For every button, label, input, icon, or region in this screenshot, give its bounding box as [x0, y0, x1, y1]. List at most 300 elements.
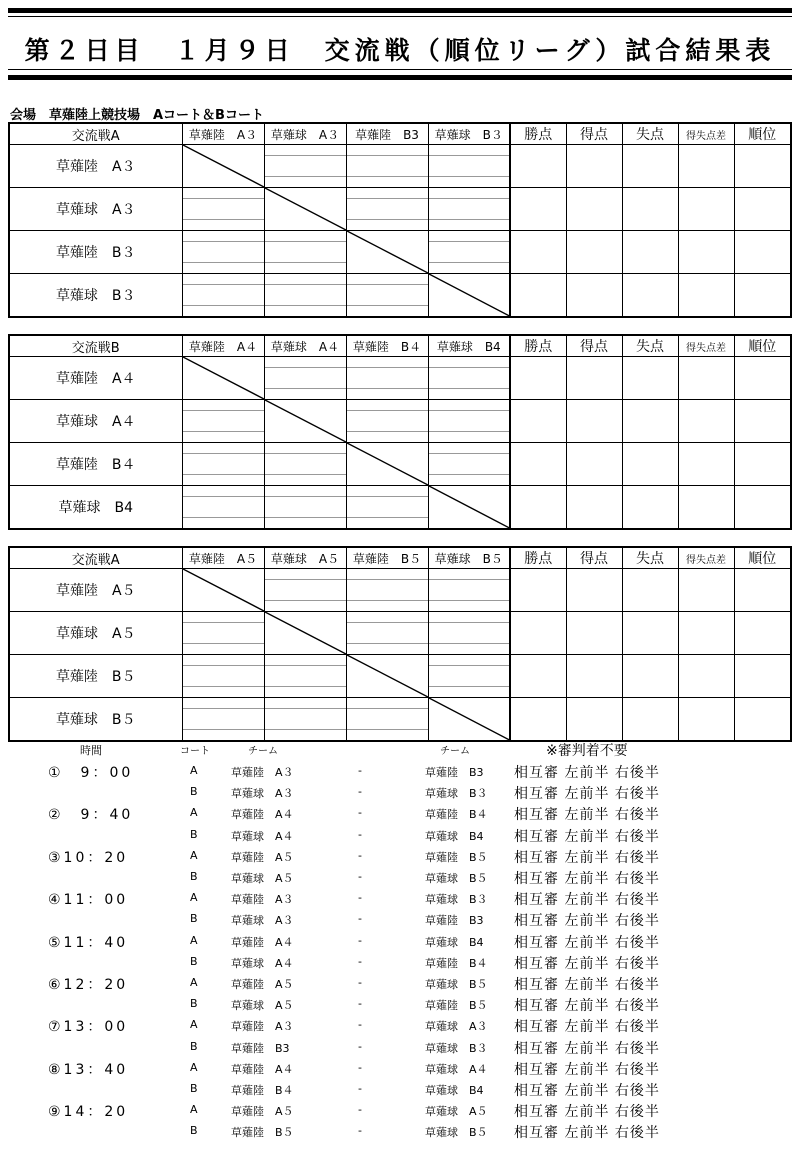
referee-note: 相互審 左前半 右後半 [514, 998, 660, 1015]
schedule-row [0, 826, 800, 847]
score-cell [182, 698, 264, 742]
diagonal-line [347, 231, 428, 273]
schedule-note: ※審判着不要 [546, 743, 628, 759]
score-cell [428, 443, 510, 486]
team-name: 草薙陸 A５ [9, 569, 182, 612]
referee-note: 相互審 左前半 右後半 [514, 828, 660, 845]
score-cell [346, 569, 428, 612]
diagonal-line [183, 145, 264, 187]
away-team: 草薙球 B4 [425, 935, 484, 949]
self-match-cell [182, 357, 264, 400]
court-label: B [190, 870, 198, 883]
stat-cell [678, 357, 734, 400]
stat-cell [678, 698, 734, 742]
court-label: B [190, 997, 198, 1011]
diagonal-line [429, 486, 510, 528]
referee-note: 相互審 左前半 右後半 [514, 934, 660, 951]
self-match-cell [428, 274, 510, 318]
score-cell [346, 274, 428, 318]
stat-cell [566, 486, 622, 530]
score-slots [429, 231, 510, 273]
versus-dash: - [358, 1018, 362, 1032]
versus-dash: - [358, 933, 362, 947]
opponent-column-header: 草薙球 B３ [428, 123, 510, 145]
score-slots [347, 145, 428, 187]
home-team: 草薙陸 A５ [231, 978, 294, 991]
versus-dash: - [358, 1103, 362, 1117]
versus-dash: - [358, 1082, 362, 1095]
referee-note: 相互審 左前半 右後半 [514, 955, 660, 972]
court-label: B [190, 1039, 198, 1053]
team-name: 草薙球 B4 [9, 486, 182, 530]
score-slots [265, 145, 346, 187]
stat-cell [566, 188, 622, 231]
score-slots [265, 274, 346, 316]
stat-cell [566, 400, 622, 443]
referee-note: 相互審 左前半 右後半 [514, 1125, 660, 1142]
court-label: A [190, 933, 198, 947]
score-slots [183, 443, 264, 485]
opponent-column-header: 草薙球 B５ [428, 547, 510, 569]
stat-header: 得失点差 [678, 123, 734, 145]
stat-header: 順位 [734, 547, 791, 569]
versus-dash: - [358, 1039, 362, 1053]
team-name: 草薙球 B３ [9, 274, 182, 318]
team-row [9, 400, 791, 443]
stat-cell [622, 569, 678, 612]
stat-cell [566, 612, 622, 655]
stat-cell [510, 612, 566, 655]
court-label: A [190, 1103, 198, 1117]
court-label: A [190, 764, 198, 777]
group-name: 交流戦B [9, 335, 182, 357]
score-slots [347, 274, 428, 316]
stat-header: 得点 [566, 123, 622, 145]
diagonal-line [265, 400, 346, 442]
match-time: ⑧13：40 [48, 1061, 129, 1078]
schedule-row [0, 889, 800, 910]
group-name: 交流戦A [9, 123, 182, 145]
match-time: ⑦13：00 [48, 1019, 129, 1036]
stat-header: 順位 [734, 123, 791, 145]
stat-header: 勝点 [510, 335, 566, 357]
team-name: 草薙陸 A３ [9, 145, 182, 188]
match-time: ① 9：00 [48, 765, 134, 781]
referee-note: 相互審 左前半 右後半 [514, 1040, 660, 1057]
diagonal-line [183, 357, 264, 399]
stat-cell [622, 698, 678, 742]
team-name: 草薙球 A５ [9, 612, 182, 655]
stat-cell [622, 145, 678, 188]
court-label: B [190, 785, 198, 799]
stat-header: 失点 [622, 123, 678, 145]
stat-cell [734, 400, 791, 443]
home-team: 草薙陸 A４ [231, 808, 294, 822]
home-team: 草薙球 A３ [231, 914, 294, 928]
team-row [9, 188, 791, 231]
score-slots [183, 188, 264, 230]
referee-note: 相互審 左前半 右後半 [514, 892, 660, 909]
team-name: 草薙球 A４ [9, 400, 182, 443]
stat-cell [510, 400, 566, 443]
away-team: 草薙球 A４ [425, 1062, 488, 1076]
home-team: 草薙陸 B3 [231, 1041, 290, 1055]
stat-header: 得失点差 [678, 547, 734, 569]
score-cell [346, 698, 428, 742]
stat-cell [734, 569, 791, 612]
referee-note: 相互審 左前半 右後半 [514, 1104, 660, 1121]
stat-header: 勝点 [510, 547, 566, 569]
stat-header: 順位 [734, 335, 791, 357]
stat-cell [566, 357, 622, 400]
team-name: 草薙陸 A４ [9, 357, 182, 400]
team-row [9, 145, 791, 188]
opponent-column-header: 草薙陸 B3 [346, 123, 428, 145]
stat-cell [510, 145, 566, 188]
team-row [9, 231, 791, 274]
title-rule-thick [8, 75, 792, 80]
score-cell [264, 145, 346, 188]
away-team: 草薙球 B３ [425, 1041, 488, 1055]
score-slots [183, 274, 264, 316]
score-cell [182, 486, 264, 530]
score-cell [264, 357, 346, 400]
court-label: A [190, 1018, 198, 1032]
score-cell [182, 400, 264, 443]
self-match-cell [428, 698, 510, 742]
schedule-header-time: 時間 [80, 744, 102, 757]
self-match-cell [264, 188, 346, 231]
score-cell [428, 231, 510, 274]
score-slots [347, 698, 428, 740]
opponent-column-header: 草薙陸 A３ [182, 123, 264, 145]
versus-dash: - [358, 997, 362, 1011]
score-cell [264, 274, 346, 318]
court-label: B [190, 827, 198, 841]
score-slots [347, 486, 428, 528]
home-team: 草薙陸 A３ [231, 893, 294, 907]
stat-cell [678, 569, 734, 612]
stat-cell [510, 274, 566, 318]
home-team: 草薙球 A５ [231, 872, 294, 885]
score-slots [183, 400, 264, 442]
score-cell [182, 655, 264, 698]
away-team: 草薙陸 B５ [425, 850, 488, 864]
score-slots [183, 231, 264, 273]
home-team: 草薙陸 A５ [231, 1105, 294, 1119]
versus-dash: - [358, 848, 362, 862]
match-time: ⑥12：20 [48, 977, 129, 993]
away-team: 草薙球 B５ [425, 1126, 488, 1140]
team-name: 草薙球 B５ [9, 698, 182, 742]
score-slots [347, 357, 428, 399]
match-time: ② 9：40 [48, 807, 134, 824]
score-slots [265, 486, 346, 528]
stat-cell [566, 698, 622, 742]
away-team: 草薙球 B4 [425, 829, 484, 843]
match-time: ③10：20 [48, 849, 129, 866]
league-table [8, 122, 792, 318]
schedule-header-court: コート [180, 746, 210, 757]
stat-cell [678, 486, 734, 530]
away-team: 草薙球 A３ [425, 1020, 488, 1034]
referee-note: 相互審 左前半 右後半 [514, 1083, 660, 1099]
score-cell [346, 486, 428, 530]
score-cell [182, 612, 264, 655]
match-time: ④11：00 [48, 892, 129, 909]
opponent-column-header: 草薙球 A３ [264, 123, 346, 145]
versus-dash: - [358, 764, 362, 777]
self-match-cell [182, 569, 264, 612]
score-cell [264, 655, 346, 698]
stat-header: 得点 [566, 335, 622, 357]
schedule-row [0, 910, 800, 931]
schedule-row [0, 1059, 800, 1080]
schedule-row [0, 868, 800, 889]
score-cell [428, 357, 510, 400]
schedule-row [0, 847, 800, 868]
court-label: B [190, 1082, 198, 1095]
away-team: 草薙陸 B４ [425, 808, 488, 822]
stat-cell [622, 188, 678, 231]
score-cell [428, 188, 510, 231]
title-rule-top [8, 16, 792, 17]
stat-cell [734, 145, 791, 188]
venue-label: 会場 草薙陸上競技場 Aコート＆Bコート [10, 108, 264, 123]
versus-dash: - [358, 827, 362, 841]
diagonal-line [429, 274, 510, 316]
score-slots [265, 357, 346, 399]
self-match-cell [428, 486, 510, 530]
opponent-column-header: 草薙陸 A４ [182, 335, 264, 357]
referee-note: 相互審 左前半 右後半 [514, 977, 660, 993]
team-row [9, 274, 791, 318]
stat-cell [734, 274, 791, 318]
stat-cell [678, 443, 734, 486]
referee-note: 相互審 左前半 右後半 [514, 1019, 660, 1036]
away-team: 草薙陸 B3 [425, 766, 484, 779]
score-slots [265, 443, 346, 485]
stat-header: 失点 [622, 335, 678, 357]
score-cell [182, 188, 264, 231]
stat-cell [566, 231, 622, 274]
court-label: B [190, 912, 198, 926]
page-title: 第２日目 １月９日 交流戦（順位リーグ）試合結果表 [24, 36, 776, 65]
score-slots [429, 612, 510, 654]
versus-dash: - [358, 891, 362, 905]
score-cell [346, 188, 428, 231]
diagonal-line [429, 698, 510, 740]
away-team: 草薙球 B３ [425, 893, 488, 907]
away-team: 草薙球 A５ [425, 1105, 488, 1119]
stat-cell [566, 145, 622, 188]
opponent-column-header: 草薙球 A４ [264, 335, 346, 357]
stat-cell [566, 274, 622, 318]
score-cell [428, 655, 510, 698]
stat-cell [678, 655, 734, 698]
schedule-row [0, 1016, 800, 1037]
versus-dash: - [358, 954, 362, 968]
score-cell [264, 698, 346, 742]
home-team: 草薙陸 A４ [231, 1062, 294, 1076]
score-cell [182, 274, 264, 318]
schedule-row [0, 1080, 800, 1101]
score-cell [346, 400, 428, 443]
versus-dash: - [358, 1124, 362, 1138]
stat-cell [510, 486, 566, 530]
score-slots [429, 443, 510, 485]
home-team: 草薙球 A４ [231, 956, 294, 970]
stat-cell [510, 698, 566, 742]
opponent-column-header: 草薙球 B4 [428, 335, 510, 357]
score-cell [428, 145, 510, 188]
self-match-cell [346, 231, 428, 274]
diagonal-line [347, 655, 428, 697]
diagonal-line [265, 188, 346, 230]
referee-note: 相互審 左前半 右後半 [514, 765, 660, 781]
versus-dash: - [358, 976, 362, 989]
stat-header: 勝点 [510, 123, 566, 145]
self-match-cell [346, 443, 428, 486]
court-label: B [190, 1124, 198, 1138]
title-rule-thin [8, 69, 792, 70]
home-team: 草薙陸 B５ [231, 1126, 294, 1140]
opponent-column-header: 草薙球 A５ [264, 547, 346, 569]
stat-cell [622, 357, 678, 400]
score-cell [346, 612, 428, 655]
away-team: 草薙球 B５ [425, 872, 488, 885]
stat-cell [734, 655, 791, 698]
schedule-row [0, 804, 800, 825]
match-time: ⑤11：40 [48, 934, 129, 951]
stat-cell [734, 486, 791, 530]
stat-cell [622, 486, 678, 530]
stat-cell [678, 274, 734, 318]
away-team: 草薙球 B５ [425, 978, 488, 991]
opponent-column-header: 草薙陸 B５ [346, 547, 428, 569]
team-row [9, 612, 791, 655]
referee-note: 相互審 左前半 右後半 [514, 786, 660, 803]
stat-cell [622, 443, 678, 486]
score-slots [347, 569, 428, 611]
score-cell [264, 486, 346, 530]
referee-note: 相互審 左前半 右後半 [514, 913, 660, 930]
stat-cell [566, 569, 622, 612]
score-slots [183, 612, 264, 654]
home-team: 草薙球 A５ [231, 999, 294, 1013]
score-cell [182, 443, 264, 486]
score-slots [265, 231, 346, 273]
team-row [9, 486, 791, 530]
stat-cell [566, 655, 622, 698]
score-slots [183, 655, 264, 697]
diagonal-line [347, 443, 428, 485]
stat-cell [734, 188, 791, 231]
title-banner [8, 8, 792, 80]
score-slots [183, 486, 264, 528]
stat-header: 得失点差 [678, 335, 734, 357]
self-match-cell [264, 400, 346, 443]
away-team: 草薙球 B３ [425, 787, 488, 801]
score-slots [183, 698, 264, 740]
stat-cell [510, 231, 566, 274]
score-cell [428, 400, 510, 443]
schedule-row [0, 974, 800, 995]
stat-cell [622, 231, 678, 274]
team-name: 草薙陸 B５ [9, 655, 182, 698]
league-table [8, 546, 792, 742]
schedule-row [0, 762, 800, 783]
away-team: 草薙陸 B４ [425, 956, 488, 970]
opponent-column-header: 草薙陸 A５ [182, 547, 264, 569]
stat-cell [678, 231, 734, 274]
away-team: 草薙陸 B５ [425, 999, 488, 1013]
score-slots [429, 569, 510, 611]
court-label: B [190, 954, 198, 968]
stat-header: 得点 [566, 547, 622, 569]
team-row [9, 698, 791, 742]
away-team: 草薙球 B4 [425, 1084, 484, 1097]
schedule-header-team2: チーム [440, 746, 470, 757]
team-row [9, 655, 791, 698]
schedule-row [0, 783, 800, 804]
schedule-row [0, 995, 800, 1016]
stat-cell [510, 569, 566, 612]
score-slots [429, 145, 510, 187]
court-label: A [190, 806, 198, 820]
versus-dash: - [358, 870, 362, 883]
score-cell [182, 231, 264, 274]
score-slots [429, 188, 510, 230]
team-row [9, 357, 791, 400]
home-team: 草薙球 A３ [231, 787, 294, 801]
score-slots [347, 400, 428, 442]
schedule-row [0, 1038, 800, 1059]
score-cell [264, 231, 346, 274]
diagonal-line [183, 569, 264, 611]
score-slots [265, 698, 346, 740]
team-name: 草薙陸 B４ [9, 443, 182, 486]
stat-cell [734, 443, 791, 486]
match-time: ⑨14：20 [48, 1104, 129, 1121]
score-slots [429, 357, 510, 399]
schedule-header-team1: チーム [248, 746, 278, 757]
score-slots [347, 188, 428, 230]
home-team: 草薙陸 A３ [231, 766, 294, 779]
court-label: A [190, 848, 198, 862]
versus-dash: - [358, 912, 362, 926]
group-name: 交流戦A [9, 547, 182, 569]
court-label: A [190, 1060, 198, 1074]
score-cell [428, 569, 510, 612]
home-team: 草薙陸 A３ [231, 1020, 294, 1034]
stat-header: 失点 [622, 547, 678, 569]
team-name: 草薙球 A３ [9, 188, 182, 231]
stat-cell [734, 357, 791, 400]
score-cell [346, 357, 428, 400]
versus-dash: - [358, 785, 362, 799]
schedule-row [0, 953, 800, 974]
team-row [9, 443, 791, 486]
stat-cell [510, 655, 566, 698]
versus-dash: - [358, 1060, 362, 1074]
self-match-cell [182, 145, 264, 188]
referee-note: 相互審 左前半 右後半 [514, 849, 660, 866]
self-match-cell [264, 612, 346, 655]
referee-note: 相互審 左前半 右後半 [514, 871, 660, 887]
referee-note: 相互審 左前半 右後半 [514, 1061, 660, 1078]
team-row [9, 569, 791, 612]
